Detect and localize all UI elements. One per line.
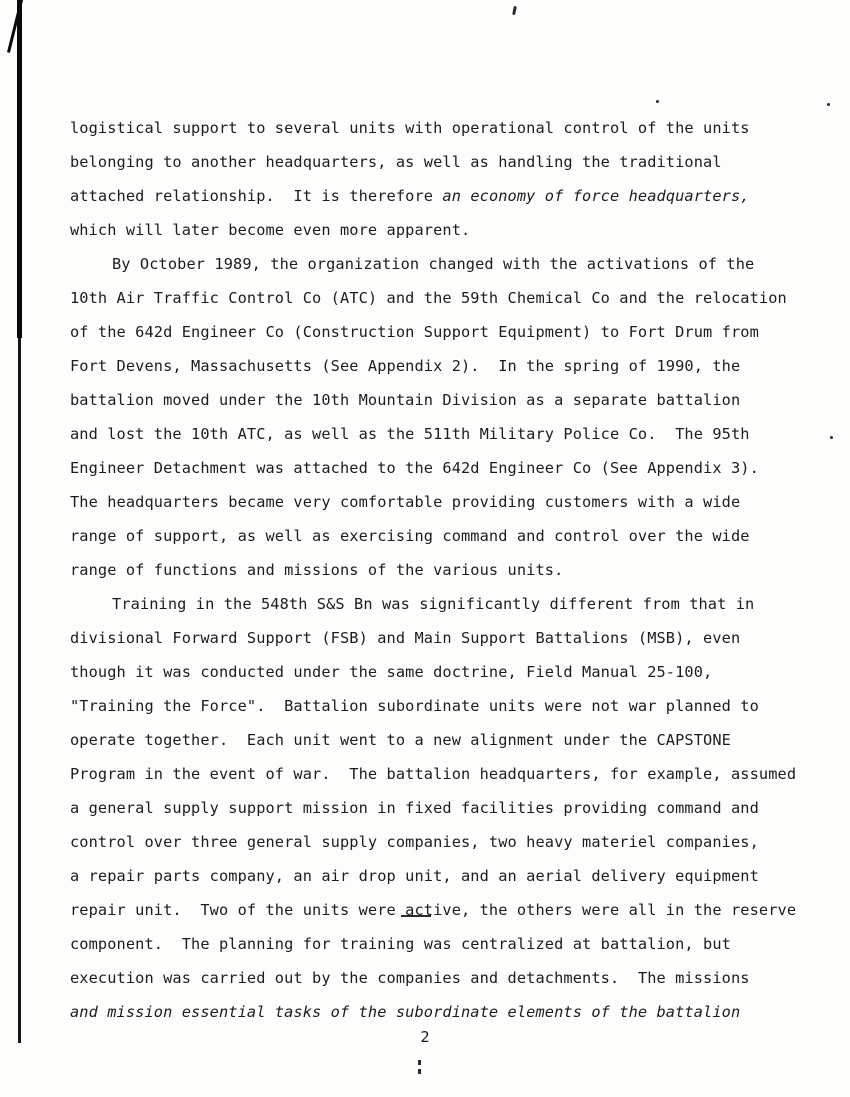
text-line <box>70 961 810 995</box>
text-line <box>70 111 810 145</box>
text-segment: Fort Devens, Massachusetts (See Appendix 2). In the spring of 1990, the <box>70 357 741 375</box>
scan-edge-line-bottom <box>18 338 21 1043</box>
text-segment: Training in the 548th S&S Bn was significantly different from that in <box>112 595 755 613</box>
text-segment: a repair parts company, an air drop unit, and an aerial delivery equipment <box>70 867 759 885</box>
text-segment: which will later become even more apparent. <box>70 221 471 239</box>
body-text <box>70 111 810 1029</box>
text-line <box>70 689 810 723</box>
scan-speck <box>512 6 517 15</box>
text-segment: control over three general supply companies, two heavy materiel companies, <box>70 833 759 851</box>
text-line <box>70 213 810 247</box>
text-line <box>70 485 810 519</box>
text-segment: Program in the event of war. The battalion headquarters, for example, assumed <box>70 765 797 783</box>
text-segment: "Training the Force". Battalion subordinate units were not war planned to <box>70 697 759 715</box>
text-segment: of the 642d Engineer Co (Construction Support Equipment) to Fort Drum from <box>70 323 759 341</box>
text-segment: an economy of force headquarters, <box>442 187 750 205</box>
text-line <box>70 723 810 757</box>
text-line <box>70 893 810 927</box>
text-line <box>70 825 810 859</box>
text-line <box>70 247 810 281</box>
text-line <box>70 587 810 621</box>
text-line <box>70 859 810 893</box>
text-line <box>70 349 810 383</box>
text-segment: and lost the 10th ATC, as well as the 511th Military Police Co. The 95th <box>70 425 750 443</box>
text-segment: divisional Forward Support (FSB) and Main Support Battalions (MSB), even <box>70 629 741 647</box>
text-segment: execution was carried out by the companies and detachments. The missions <box>70 969 750 987</box>
text-line <box>70 655 810 689</box>
text-line <box>70 927 810 961</box>
scan-edge-diagonal-mark <box>7 0 25 53</box>
text-segment: a general supply support mission in fixed facilities providing command and <box>70 799 759 817</box>
scan-speck <box>656 100 659 103</box>
text-line <box>70 553 810 587</box>
text-segment: By October 1989, the organization changed with the activations of the <box>112 255 755 273</box>
scan-speck <box>830 436 833 439</box>
text-segment: and mission essential tasks of the subordinate elements of the battalion <box>70 1003 741 1021</box>
scan-speck <box>827 103 830 106</box>
scan-bottom-mark <box>418 1060 421 1076</box>
text-line <box>70 757 810 791</box>
text-line <box>70 417 810 451</box>
text-segment: belonging to another headquarters, as well as handling the traditional <box>70 153 722 171</box>
scan-edge-line-top <box>17 0 22 338</box>
text-line <box>70 383 810 417</box>
text-segment: component. The planning for training was centralized at battalion, but <box>70 935 731 953</box>
text-segment: attached relationship. It is therefore <box>70 187 443 205</box>
text-line <box>70 791 810 825</box>
text-line <box>70 621 810 655</box>
text-segment: range of support, as well as exercising command and control over the wide <box>70 527 750 545</box>
text-segment: range of functions and missions of the various units. <box>70 561 564 579</box>
text-line <box>70 451 810 485</box>
text-segment: though it was conducted under the same doctrine, Field Manual 25-100, <box>70 663 713 681</box>
page-number: 2 <box>420 1028 430 1046</box>
text-line <box>70 179 810 213</box>
text-segment: battalion moved under the 10th Mountain Division as a separate battalion <box>70 391 741 409</box>
text-segment: logistical support to several units with operational control of the units <box>70 119 750 137</box>
text-segment: Engineer Detachment was attached to the 642d Engineer Co (See Appendix 3). <box>70 459 759 477</box>
text-segment: repair unit. Two of the units were active, the others were all in the reserve <box>70 901 797 919</box>
text-line <box>70 281 810 315</box>
text-segment: The headquarters became very comfortable providing customers with a wide <box>70 493 741 511</box>
text-segment: operate together. Each unit went to a new alignment under the CAPSTONE <box>70 731 731 749</box>
text-segment: 10th Air Traffic Control Co (ATC) and the 59th Chemical Co and the relocation <box>70 289 787 307</box>
text-line <box>70 315 810 349</box>
text-line <box>70 145 810 179</box>
text-line <box>70 519 810 553</box>
